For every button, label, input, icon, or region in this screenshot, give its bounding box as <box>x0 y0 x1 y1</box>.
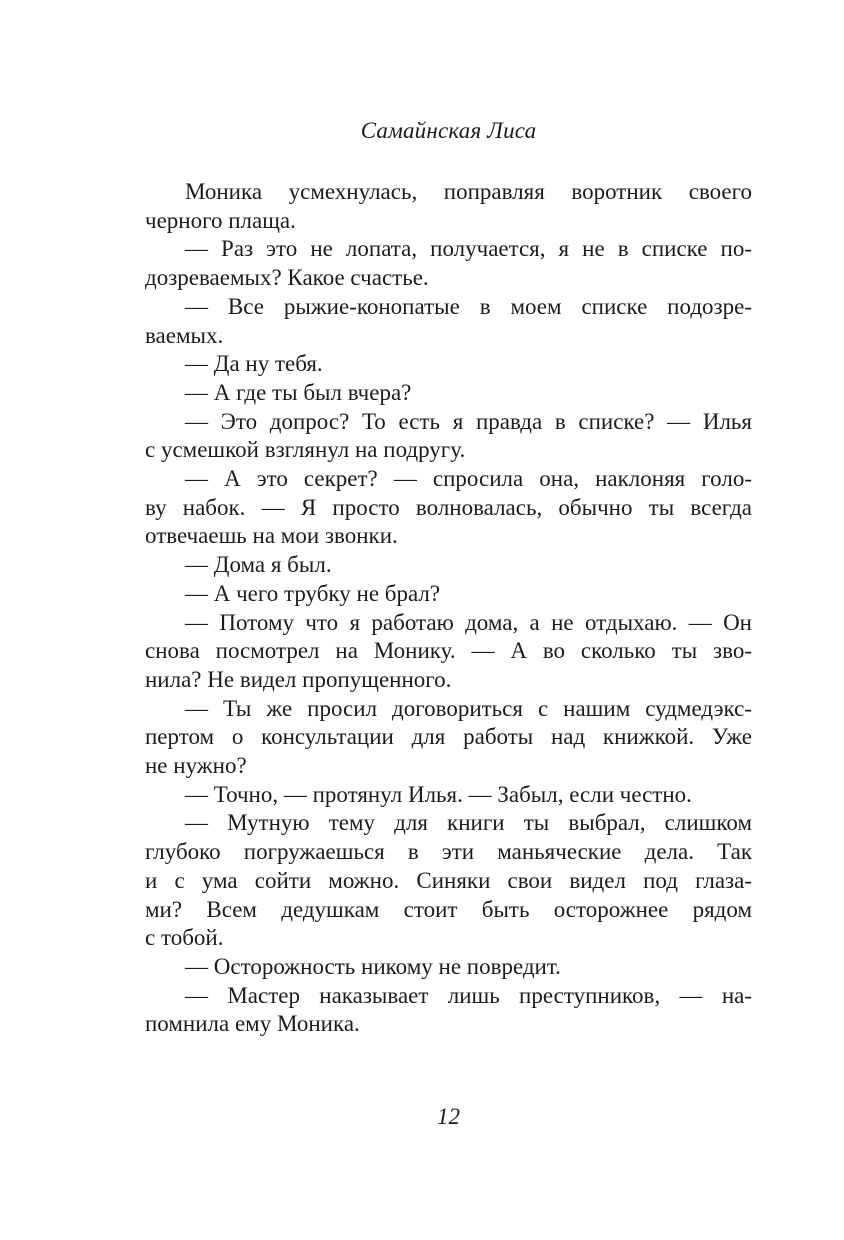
text-line: снова посмотрел на Монику. — А во сколько ты зво- <box>145 638 752 664</box>
text-line: пертом о консультации для работы над книжкой. Уже <box>145 724 752 750</box>
text-line: с тобой. <box>145 925 224 951</box>
text-line: отвечаешь на мои звонки. <box>145 523 398 549</box>
text-line: и с ума сойти можно. Синяки свои видел под глаза- <box>145 867 752 893</box>
text-line: — А где ты был вчера? <box>185 379 412 405</box>
body-text <box>145 178 752 1039</box>
text-line: — Мастер наказывает лишь преступников, — на- <box>185 982 752 1008</box>
text-line: — Дома я был. <box>185 552 332 578</box>
text-line: — Потому что я работаю дома, а не отдыхаю. — Он <box>185 609 752 635</box>
text-line: Моника усмехнулась, поправляя воротник своего <box>185 179 752 204</box>
text-line: — Да ну тебя. <box>185 351 323 377</box>
text-line: глубоко погружаешься в эти маньяческие дела. Так <box>145 839 752 865</box>
text-line: с усмешкой взглянул на подругу. <box>145 437 466 463</box>
text-line: помнила ему Моника. <box>145 1011 360 1037</box>
text-line: — Ты же просил договориться с нашим судмедэкс- <box>185 695 752 721</box>
text-line: — Все рыжие-конопатые в моем списке подозре- <box>185 293 752 319</box>
text-line: — Это допрос? То есть я правда в списке? — Илья <box>185 408 752 434</box>
text-line: черного плаща. <box>145 207 296 233</box>
text-line: — Мутную тему для книги ты выбрал, слишком <box>185 810 752 836</box>
text-line: — Осторожность никому не повредит. <box>185 953 561 979</box>
page-number: 12 <box>437 1104 460 1129</box>
text-line: нила? Не видел пропущенного. <box>145 666 452 692</box>
text-line: ми? Всем дедушкам стоит быть осторожнее рядом <box>145 896 752 922</box>
text-line: ву набок. — Я просто волновалась, обычно ты всегда <box>145 494 752 520</box>
text-line: — А это секрет? — спросила она, наклоняя голо- <box>185 466 752 492</box>
text-line: — Раз это не лопата, получается, я не в списке по- <box>185 236 752 262</box>
text-line: — А чего трубку не брал? <box>185 580 441 606</box>
text-line: ваемых. <box>145 322 224 348</box>
text-line: — Точно, — протянул Илья. — Забыл, если честно. <box>185 781 692 807</box>
running-title: Самайнская Лиса <box>360 118 537 143</box>
text-line: не нужно? <box>145 753 247 779</box>
text-line: дозреваемых? Какое счастье. <box>145 265 429 291</box>
